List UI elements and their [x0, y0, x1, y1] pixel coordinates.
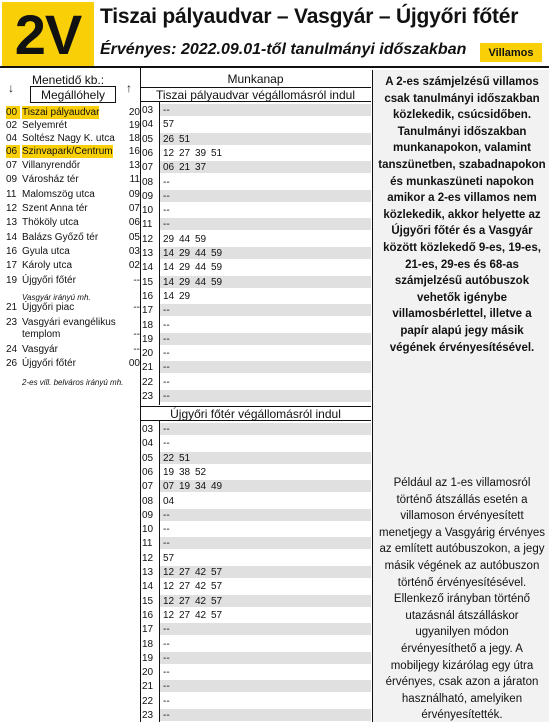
stop-minutes: 05	[128, 232, 140, 243]
departure-minute: 51	[211, 147, 223, 159]
departure-minute: 27	[179, 581, 191, 593]
hour-cell: 14	[142, 581, 154, 593]
hour-cell: 23	[142, 710, 154, 721]
departure-minute: 42	[195, 581, 207, 593]
timetable-row	[140, 276, 371, 289]
hour-cell: 10	[142, 524, 154, 536]
timetable-row	[140, 361, 371, 374]
stop-km: 12	[6, 203, 18, 214]
day-type-heading: Munkanap	[227, 72, 284, 86]
hour-cell: 20	[142, 348, 154, 360]
departure-minute: 12	[163, 595, 175, 607]
minutes-cell	[160, 118, 371, 130]
departure-minute: 21	[179, 162, 191, 174]
stop-name: Malomszög utca	[22, 189, 95, 200]
timetable-row	[140, 290, 371, 303]
stop-name: Újgyőri piac	[22, 302, 75, 313]
timetable-row	[140, 319, 371, 332]
timetable-panel	[140, 70, 371, 722]
hour-cell: 06	[142, 466, 154, 478]
hour-cell: 04	[142, 119, 154, 131]
stop-name: Thököly utca	[22, 217, 79, 228]
departure-minute: 34	[195, 481, 207, 493]
departure-minute: --	[163, 333, 170, 345]
stop-row	[6, 231, 140, 244]
hour-cell: 21	[142, 362, 154, 374]
stop-minutes: 16	[128, 146, 140, 157]
line-number-badge: 2V	[2, 2, 94, 66]
departure-minute: --	[163, 362, 170, 374]
departure-minute: 52	[195, 466, 207, 478]
minutes-cell	[160, 466, 371, 478]
stop-name: Balázs Győző tér	[22, 232, 99, 243]
departure-minute: 29	[179, 290, 191, 302]
minutes-cell	[160, 204, 371, 216]
departure-minute: 22	[163, 452, 175, 464]
timetable-row	[140, 204, 371, 217]
departure-minute: 12	[163, 581, 175, 593]
stop-row	[6, 188, 140, 201]
stop-name: Tiszai pályaudvar	[22, 107, 100, 118]
timetable-row	[140, 695, 371, 708]
departure-minute: --	[163, 624, 170, 636]
minutes-cell	[160, 290, 371, 302]
hour-cell: 21	[142, 681, 154, 693]
arrow-up-icon: ↑	[126, 81, 132, 95]
hour-cell: 17	[142, 305, 154, 317]
departure-minute: --	[163, 424, 170, 435]
timetable-row	[140, 190, 371, 203]
minutes-cell	[160, 638, 371, 650]
hour-cell: 22	[142, 695, 154, 707]
timetable-row	[140, 509, 371, 522]
timetable-row	[140, 666, 371, 679]
departure-minute: 12	[163, 147, 175, 159]
direction-1-title: Tiszai pályaudvar végállomásról indul	[140, 87, 371, 102]
hour-cell: 18	[142, 638, 154, 650]
departure-minute: 42	[195, 595, 207, 607]
departure-minute: 57	[163, 552, 175, 564]
timetable-row	[140, 623, 371, 636]
hour-cell: 22	[142, 376, 154, 388]
hour-cell: 16	[142, 609, 154, 621]
departure-minute: 29	[179, 262, 191, 274]
departure-minute: --	[163, 105, 170, 116]
departure-minute: --	[163, 348, 170, 360]
hour-cell: 08	[142, 176, 154, 188]
timetable-row	[140, 480, 371, 493]
arrow-down-icon: ↓	[8, 81, 14, 95]
stop-km: 23	[6, 317, 18, 328]
timetable-row	[140, 680, 371, 693]
timetable-row	[140, 580, 371, 593]
minutes-cell	[160, 133, 371, 145]
timetable-row	[140, 247, 371, 260]
minutes-cell	[160, 623, 371, 635]
departure-minute: 37	[195, 162, 207, 174]
departure-minute: --	[163, 219, 170, 231]
minutes-cell	[160, 147, 371, 159]
hour-cell: 11	[142, 538, 153, 550]
stop-km: 13	[6, 217, 18, 228]
minutes-cell	[160, 261, 371, 273]
stop-km: 02	[6, 120, 18, 131]
hour-cell: 07	[142, 481, 154, 493]
stop-row	[6, 301, 140, 314]
stop-minutes: --	[133, 302, 140, 313]
stop-minutes: 07	[128, 203, 140, 214]
stop-note-vasgyar: Vasgyár irányú mh.	[22, 293, 91, 302]
timetable-row	[140, 147, 371, 160]
hour-cell: 20	[142, 667, 154, 679]
departure-minute: --	[163, 538, 170, 550]
departure-minute: --	[163, 652, 170, 664]
departure-minute: --	[163, 438, 170, 450]
departure-minute: --	[163, 190, 170, 202]
minutes-cell	[160, 347, 371, 359]
departure-minute: 14	[163, 276, 175, 288]
minutes-cell	[160, 552, 371, 564]
stop-km: 09	[6, 174, 18, 185]
departure-minute: 49	[211, 481, 223, 493]
timetable-row	[140, 595, 371, 608]
stop-row	[6, 328, 140, 341]
hour-cell: 19	[142, 652, 154, 664]
departure-minute: 59	[211, 276, 223, 288]
stop-minutes: --	[133, 275, 140, 286]
minutes-cell	[160, 361, 371, 373]
stop-name: Vasgyár	[22, 344, 58, 355]
minutes-cell	[160, 176, 371, 188]
minutes-cell	[160, 304, 371, 316]
minutes-cell	[160, 709, 371, 721]
departure-minute: --	[163, 391, 170, 402]
departure-minute: 59	[211, 248, 223, 259]
timetable-row	[140, 333, 371, 346]
timetable-row	[140, 452, 371, 465]
hour-divider-2	[159, 421, 160, 722]
departure-minute: --	[163, 376, 170, 388]
direction-2-title: Újgyőri főtér végállomásról indul	[140, 406, 371, 421]
minutes-cell	[160, 376, 371, 388]
departure-minute: 14	[163, 248, 175, 259]
departure-minute: 57	[163, 119, 175, 131]
stop-name: Szinvapark/Centrum	[22, 146, 113, 157]
stop-name: Selyemrét	[22, 120, 68, 131]
stop-km: 26	[6, 358, 18, 369]
departure-minute: 27	[179, 147, 191, 159]
minutes-cell	[160, 437, 371, 449]
stop-km: 21	[6, 302, 18, 313]
departure-minute: 27	[179, 609, 191, 621]
notice-normal-text: Például az 1-es villamosról történő átszállás esetén a villamoson érvényesített menetjegy a Vasgyárig érvényes az említett autóbuszokon, a jegy másik végének az autóbuszon történő érvényesítésével. Ellenkező irányban történő utazásnál átszálláskor ugyanilyen módon érvényesíthető a jegy. A mobiljegy kizárólag egy útra érvényes, csak azon a járaton használható, amelyiken érvényesítették.	[379, 477, 545, 722]
minutes-cell	[160, 218, 371, 230]
stop-row	[6, 159, 140, 172]
stop-minutes: 19	[128, 120, 140, 131]
departure-minute: 29	[179, 276, 191, 288]
timetable-row	[140, 233, 371, 246]
minutes-cell	[160, 233, 371, 245]
departure-minute: 44	[195, 248, 207, 259]
stop-row	[6, 119, 140, 132]
minutes-cell	[160, 566, 371, 578]
departure-minute: 57	[211, 595, 223, 607]
hour-cell: 19	[142, 333, 154, 345]
departure-minute: 27	[179, 567, 191, 578]
stop-km: 07	[6, 160, 18, 171]
departure-minute: --	[163, 667, 170, 679]
departure-minute: 44	[195, 262, 207, 274]
minutes-cell	[160, 247, 371, 259]
timetable-row	[140, 609, 371, 622]
stop-row	[6, 106, 140, 119]
departure-minute: 38	[179, 466, 191, 478]
timetable-row	[140, 376, 371, 389]
timetable-row	[140, 437, 371, 450]
header-divider	[0, 66, 549, 68]
travel-time-heading: Menetidő kb.:	[32, 73, 105, 87]
departure-minute: 44	[179, 233, 191, 245]
stop-name: Soltész Nagy K. utca	[22, 133, 115, 144]
minutes-cell	[160, 595, 371, 607]
timetable-row	[140, 161, 371, 174]
minutes-cell	[160, 509, 371, 521]
hour-divider-1	[159, 102, 160, 405]
departure-minute: --	[163, 305, 170, 317]
stop-row	[6, 173, 140, 186]
departure-minute: 04	[163, 495, 175, 507]
minutes-cell	[160, 652, 371, 664]
timetable-row	[140, 523, 371, 536]
hour-cell: 05	[142, 452, 154, 464]
stop-name: Villanyrendőr	[22, 160, 81, 171]
departure-minute: --	[163, 509, 170, 521]
stop-km: 04	[6, 133, 18, 144]
hour-cell: 18	[142, 319, 154, 331]
stop-km: 14	[6, 232, 18, 243]
stop-name: Újgyőri főtér	[22, 275, 76, 286]
departure-minute: 51	[179, 452, 191, 464]
stop-minutes: 11	[129, 174, 140, 185]
departure-minute: 19	[179, 481, 191, 493]
stop-minutes: --	[133, 344, 140, 355]
minutes-cell	[160, 190, 371, 202]
departure-minute: 06	[163, 162, 175, 174]
departure-minute: --	[163, 319, 170, 331]
hour-cell: 03	[142, 424, 154, 435]
stop-name: templom	[22, 329, 61, 340]
timetable-row	[140, 176, 371, 189]
stop-heading: Megállóhely	[30, 86, 116, 103]
departure-minute: 42	[195, 609, 207, 621]
departure-minute: 07	[163, 481, 175, 493]
departure-minute: 14	[163, 290, 175, 302]
timetable-row	[140, 390, 371, 403]
stop-minutes: 09	[128, 189, 140, 200]
hour-cell: 16	[142, 290, 154, 302]
stop-km: 24	[6, 344, 18, 355]
timetable-row	[140, 304, 371, 317]
stop-name: Újgyőri főtér	[22, 358, 76, 369]
hour-cell: 04	[142, 438, 154, 450]
minutes-cell	[160, 666, 371, 678]
departure-minute: --	[163, 524, 170, 536]
timetable-row	[140, 261, 371, 274]
stop-row	[6, 202, 140, 215]
departure-minute: --	[163, 710, 170, 721]
departure-minute: 44	[195, 276, 207, 288]
departure-minute: 59	[195, 233, 207, 245]
minutes-cell	[160, 695, 371, 707]
stop-minutes: 00	[128, 358, 140, 369]
hour-cell: 14	[142, 262, 154, 274]
timetable-row	[140, 347, 371, 360]
minutes-cell	[160, 423, 371, 435]
stop-minutes: 02	[128, 260, 140, 271]
stop-km: 19	[6, 275, 18, 286]
stop-name: Gyula utca	[22, 246, 70, 257]
hour-cell: 05	[142, 133, 154, 145]
departure-minute: 12	[163, 567, 175, 578]
hour-cell: 13	[142, 248, 154, 259]
departure-minute: 57	[211, 567, 223, 578]
hour-cell: 07	[142, 162, 154, 174]
departure-minute: 19	[163, 466, 175, 478]
mode-badge: Villamos	[480, 43, 542, 62]
minutes-cell	[160, 276, 371, 288]
minutes-cell	[160, 580, 371, 592]
minutes-cell	[160, 495, 371, 507]
stop-row	[6, 216, 140, 229]
stop-note-belvaros: 2-es vill. belváros irányú mh.	[22, 378, 124, 387]
timetable-row	[140, 104, 371, 117]
departure-minute: 59	[211, 262, 223, 274]
validity-text: Érvényes: 2022.09.01-től tanulmányi időszakban	[100, 41, 467, 58]
hour-cell: 03	[142, 105, 154, 116]
departure-minute: 57	[211, 581, 223, 593]
departure-minute: 14	[163, 262, 175, 274]
departure-minute: 27	[179, 595, 191, 607]
timetable-row	[140, 652, 371, 665]
stop-minutes: 06	[128, 217, 140, 228]
timetable-row	[140, 537, 371, 550]
minutes-cell	[160, 609, 371, 621]
hour-cell: 09	[142, 509, 154, 521]
route-title: Tiszai pályaudvar – Vasgyár – Újgyőri főtér	[100, 5, 519, 28]
stop-minutes: 18	[128, 133, 140, 144]
hour-cell: 11	[142, 219, 153, 231]
departure-minute: --	[163, 695, 170, 707]
minutes-cell	[160, 390, 371, 402]
minutes-cell	[160, 523, 371, 535]
departure-minute: 12	[163, 609, 175, 621]
departure-minute: 51	[179, 133, 191, 145]
hour-cell: 15	[142, 276, 154, 288]
departure-minute: 57	[211, 609, 223, 621]
hour-cell: 09	[142, 190, 154, 202]
departure-minute: 42	[195, 567, 207, 578]
departure-minute: --	[163, 681, 170, 693]
departure-minute: --	[163, 176, 170, 188]
hour-cell: 10	[142, 205, 154, 217]
hour-cell: 17	[142, 624, 154, 636]
stop-minutes: --	[133, 329, 140, 340]
timetable-row	[140, 118, 371, 131]
stop-name: Városház tér	[22, 174, 79, 185]
timetable-row	[140, 466, 371, 479]
hour-cell: 15	[142, 595, 154, 607]
timetable-row	[140, 566, 371, 579]
stops-panel	[2, 70, 140, 722]
departure-minute: 29	[163, 233, 175, 245]
minutes-cell	[160, 537, 371, 549]
notice-bold-text: A 2-es számjelzésű villamos csak tanulmányi időszakban közlekedik, csúcsidőben. Tanulmányi időszakban munkanapokon, valamint tanszünetben, szabadnapokon és munkaszüneti napokon amikor a 2-es villamos nem közlekedik, akkor helyette az Újgyőri főtér és a Vasgyár között közlekedő 9-es, 19-es, 21-es, 29-es és 68-as számjelzésű autóbuszok vehetők igénybe villamosbérlettel, illetve a papír alapú jegy másik végének érvényesítésével.	[378, 76, 546, 354]
stop-row	[6, 259, 140, 272]
stop-row	[6, 245, 140, 258]
stop-row	[6, 343, 140, 356]
stop-km: 06	[6, 145, 20, 158]
timetable-row	[140, 495, 371, 508]
departure-minute: 39	[195, 147, 207, 159]
timetable-row	[140, 423, 371, 436]
minutes-cell	[160, 104, 371, 116]
stop-km: 11	[6, 189, 17, 200]
stop-row	[6, 274, 140, 287]
stop-km: 16	[6, 246, 18, 257]
hour-cell: 23	[142, 391, 154, 402]
departure-minute: --	[163, 205, 170, 217]
stop-minutes: 20	[128, 107, 140, 118]
stop-km: 17	[6, 260, 18, 271]
minutes-cell	[160, 333, 371, 345]
hour-cell: 08	[142, 495, 154, 507]
stop-km: 00	[6, 106, 20, 119]
timetable-row	[140, 638, 371, 651]
notice-panel	[372, 70, 549, 722]
timetable-row	[140, 709, 371, 722]
stop-row	[6, 357, 140, 370]
minutes-cell	[160, 680, 371, 692]
stop-minutes: 13	[128, 160, 140, 171]
departure-minute: --	[163, 638, 170, 650]
hour-cell: 12	[142, 233, 154, 245]
stop-row	[6, 132, 140, 145]
departure-minute: 29	[179, 248, 191, 259]
hour-cell: 06	[142, 147, 154, 159]
hour-cell: 12	[142, 552, 154, 564]
stop-row	[6, 145, 140, 158]
minutes-cell	[160, 452, 371, 464]
minutes-cell	[160, 161, 371, 173]
stop-name: Károly utca	[22, 260, 73, 271]
stop-name: Szent Anna tér	[22, 203, 88, 214]
departure-minute: 26	[163, 133, 175, 145]
timetable-row	[140, 552, 371, 565]
minutes-cell	[160, 319, 371, 331]
stop-minutes: 03	[128, 246, 140, 257]
minutes-cell	[160, 480, 371, 492]
stop-name: Vasgyári evangélikus	[22, 317, 116, 328]
timetable-row	[140, 133, 371, 146]
hour-cell: 13	[142, 567, 154, 578]
timetable-row	[140, 218, 371, 231]
header	[0, 0, 549, 66]
